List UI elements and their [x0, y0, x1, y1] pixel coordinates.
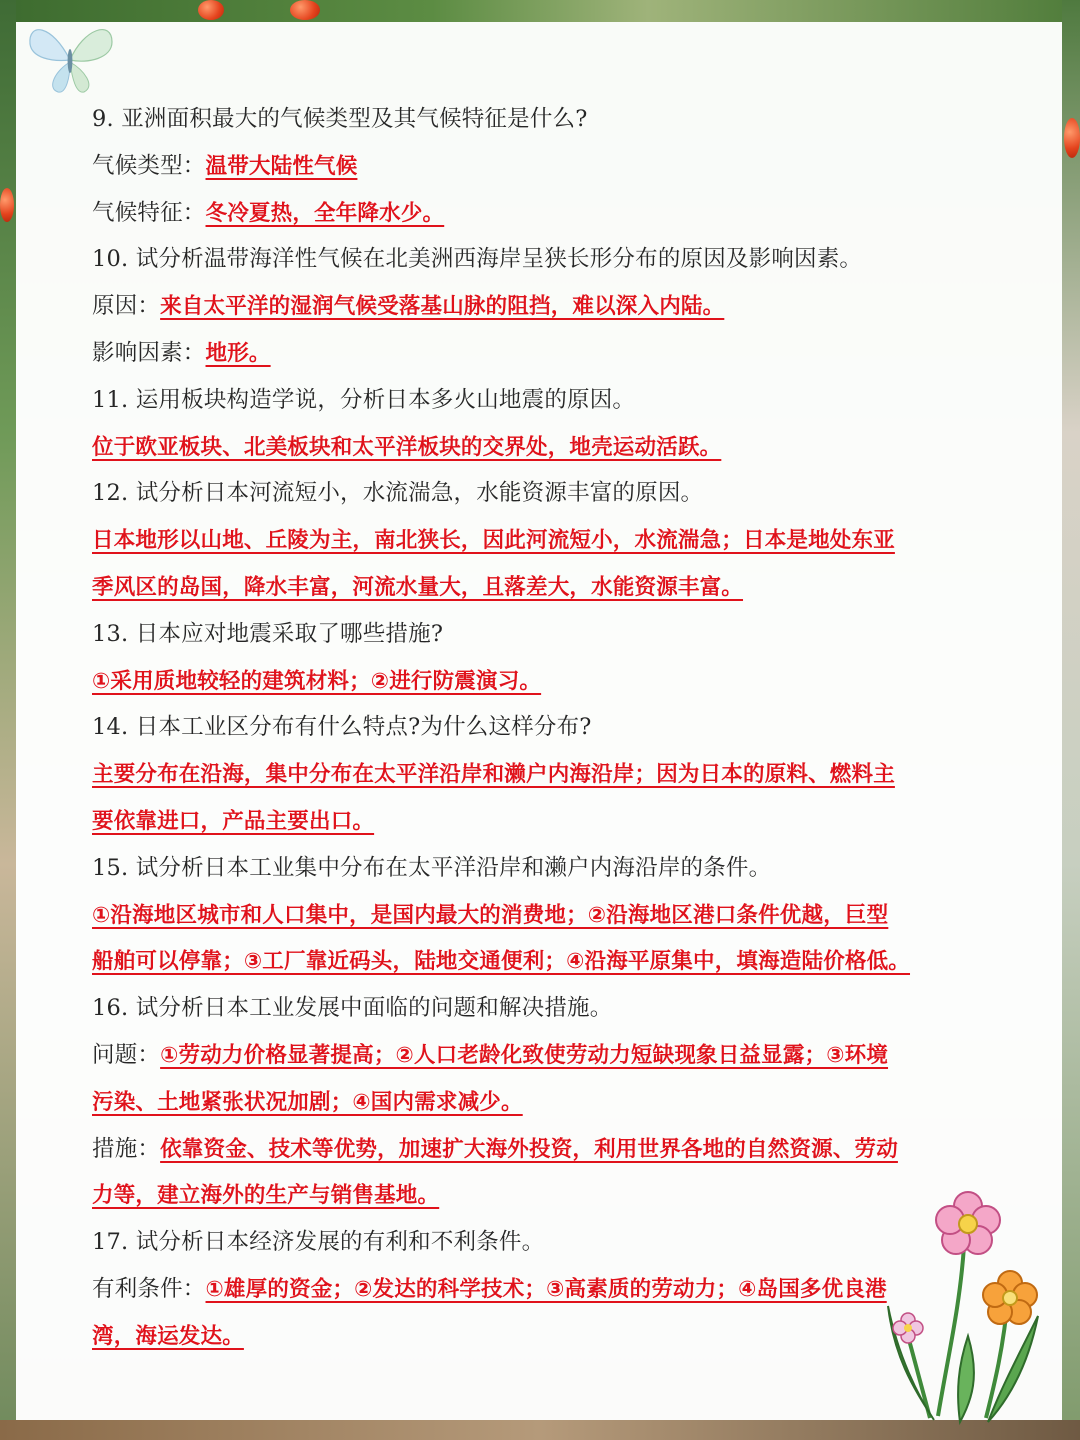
answer-line [92, 190, 1012, 237]
answer-text: ①雄厚的资金；②发达的科学技术；③高素质的劳动力；④岛国多优良港 [205, 1276, 887, 1302]
question-line [92, 611, 1012, 658]
answer-text: 日本地形以山地、丘陵为主，南北狭长，因此河流短小，水流湍急；日本是地处东亚 [92, 528, 895, 554]
question-line [92, 704, 1012, 751]
answer-line [92, 330, 1012, 377]
question-line [92, 985, 1012, 1032]
answer-text: ①采用质地较轻的建筑材料；②进行防震演习。 [92, 668, 542, 694]
background-foliage [0, 0, 1080, 22]
answer-label: 原因： [92, 293, 161, 320]
question-text: 15. 试分析日本工业集中分布在太平洋沿岸和濑户内海沿岸的条件。 [92, 854, 772, 881]
answer-text: 依靠资金、技术等优势，加速扩大海外投资，利用世界各地的自然资源、劳动 [160, 1136, 898, 1162]
worksheet-content [92, 96, 1012, 1360]
answer-text: 冬冷夏热，全年降水少。 [205, 200, 445, 226]
answer-line [92, 658, 1012, 705]
question-line [92, 845, 1012, 892]
answer-text: 要依靠进口，产品主要出口。 [92, 808, 375, 834]
answer-label: 有利条件： [92, 1275, 206, 1302]
fruit-decoration [198, 0, 224, 20]
answer-text: ①劳动力价格显著提高；②人口老龄化致使劳动力短缺现象日益显露；③环境 [160, 1042, 889, 1068]
flowers-icon [868, 1186, 1064, 1426]
answer-text: 温带大陆性气候 [205, 153, 358, 179]
answer-text: 位于欧亚板块、北美板块和太平洋板块的交界处，地壳运动活跃。 [92, 434, 722, 460]
answer-line [92, 798, 1012, 845]
answer-line [92, 1032, 1012, 1079]
question-text: 14. 日本工业区分布有什么特点?为什么这样分布? [92, 714, 592, 741]
answer-line [92, 751, 1012, 798]
answer-line [92, 938, 1012, 985]
fruit-decoration [0, 188, 14, 222]
answer-text: 季风区的岛国，降水丰富，河流水量大，且落差大，水能资源丰富。 [92, 574, 744, 600]
question-text: 12. 试分析日本河流短小，水流湍急，水能资源丰富的原因。 [92, 480, 704, 507]
question-text: 13. 日本应对地震采取了哪些措施? [92, 620, 444, 647]
answer-text: 主要分布在沿海，集中分布在太平洋沿岸和濑户内海沿岸；因为日本的原料、燃料主 [92, 762, 895, 788]
answer-text: 污染、土地紧张状况加剧；④国内需求减少。 [92, 1089, 523, 1115]
fruit-decoration [1064, 118, 1080, 158]
answer-line [92, 517, 1012, 564]
answer-label: 气候类型： [92, 152, 206, 179]
answer-line [92, 283, 1012, 330]
background-right-edge [1062, 0, 1080, 1440]
question-text: 17. 试分析日本经济发展的有利和不利条件。 [92, 1229, 545, 1256]
answer-text: 来自太平洋的湿润气候受落基山脉的阻挡，难以深入内陆。 [160, 294, 725, 320]
question-line [92, 377, 1012, 424]
answer-line [92, 143, 1012, 190]
answer-text: 力等，建立海外的生产与销售基地。 [92, 1183, 440, 1209]
answer-text: 船舶可以停靠；③工厂靠近码头，陆地交通便利；④沿海平原集中，填海造陆价格低。 [92, 949, 911, 975]
question-text: 16. 试分析日本工业发展中面临的问题和解决措施。 [92, 995, 613, 1022]
answer-line [92, 564, 1012, 611]
question-text: 10. 试分析温带海洋性气候在北美洲西海岸呈狭长形分布的原因及影响因素。 [92, 246, 863, 273]
answer-line [92, 1079, 1012, 1126]
answer-label: 措施： [92, 1135, 161, 1162]
question-line [92, 96, 1012, 143]
fruit-decoration [290, 0, 320, 20]
answer-text: ①沿海地区城市和人口集中，是国内最大的消费地；②沿海地区港口条件优越，巨型 [92, 902, 889, 928]
butterfly-icon [22, 14, 118, 98]
answer-line [92, 1126, 1012, 1173]
question-text: 9. 亚洲面积最大的气候类型及其气候特征是什么? [92, 106, 588, 132]
question-line [92, 236, 1012, 283]
question-text: 11. 运用板块构造学说，分析日本多火山地震的原因。 [92, 386, 636, 413]
answer-line [92, 892, 1012, 939]
answer-text: 湾，海运发达。 [92, 1323, 244, 1349]
answer-label: 问题： [92, 1041, 161, 1068]
answer-label: 气候特征： [92, 199, 206, 226]
question-line [92, 470, 1012, 517]
answer-line [92, 424, 1012, 471]
answer-text: 地形。 [205, 340, 271, 366]
answer-label: 影响因素： [92, 339, 206, 366]
